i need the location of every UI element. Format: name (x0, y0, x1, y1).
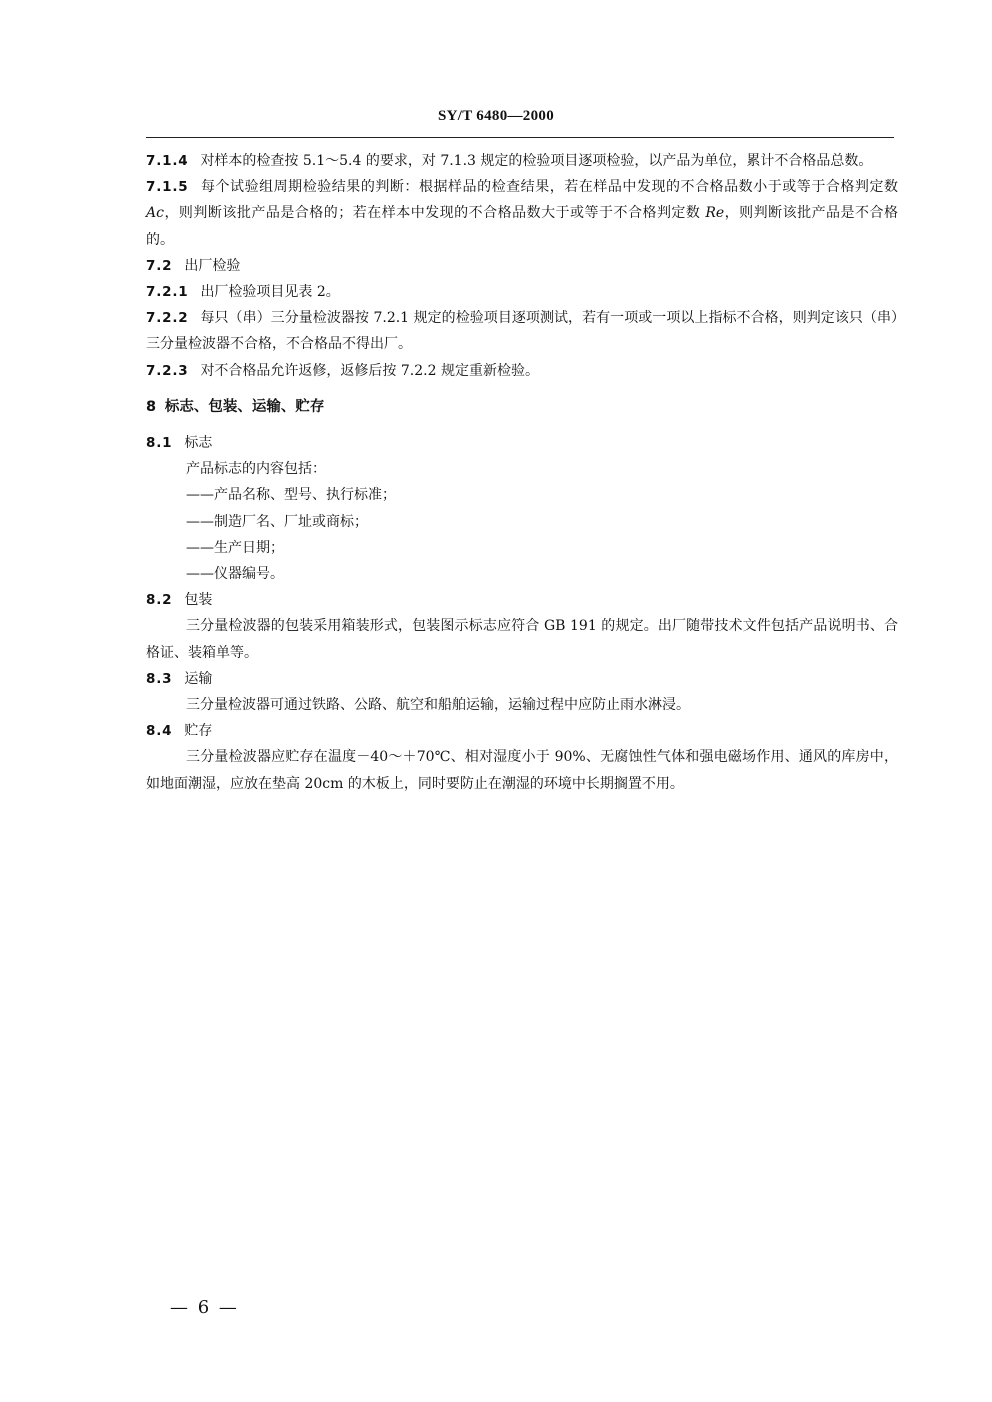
clause-text: 每个试验组周期检验结果的判断：根据样品的检查结果，若在样品中发现的不合格品数小于或等于合格判定数 (200, 179, 898, 196)
clause-7-2-3 (146, 358, 898, 384)
chapter-8-heading (146, 394, 898, 420)
clause-number: 7.2.3 (146, 362, 189, 379)
clause-8-2 (146, 587, 898, 613)
transport-text: 三分量检波器可通过铁路、公路、航空和船舶运输，运输过程中应防止雨水淋浸。 (186, 697, 690, 714)
clause-8-3 (146, 666, 898, 692)
clause-number: 7.2 (146, 257, 173, 274)
clause-text: 对不合格品允许返修，返修后按 7.2.2 规定重新检验。 (200, 362, 539, 379)
clause-text: ，则判断该批产品是合格的；若在样本中发现的不合格品数大于或等于不合格判定数 (163, 205, 706, 222)
clause-number: 8.3 (146, 670, 173, 687)
clause-7-1-4 (146, 148, 898, 174)
marking-list-item: ——产品名称、型号、执行标准； (186, 487, 396, 504)
clause-7-2-1 (146, 279, 898, 305)
clause-title: 标志 (184, 435, 213, 452)
page-number: — 6 — (170, 1297, 239, 1318)
clause-number: 8.4 (146, 723, 173, 740)
clause-text: 出厂检验项目见表 2。 (200, 284, 340, 301)
marking-list-item: ——制造厂名、厂址或商标； (186, 513, 368, 530)
clause-title: 运输 (184, 670, 213, 687)
clause-8-4 (146, 718, 898, 744)
clause-7-2 (146, 253, 898, 279)
marking-intro: 产品标志的内容包括： (186, 461, 326, 478)
header-divider (146, 137, 894, 138)
clause-text: 对样本的检查按 5.1～5.4 的要求，对 7.1.3 规定的检验项目逐项检验，以产品为单位，累计不合格品总数。 (200, 153, 873, 169)
clause-8-1 (146, 430, 898, 456)
clause-text: 每只（串）三分量检波器按 7.2.1 规定的检验项目逐项测试，若有一项或一项以上指标不合格，则判定该只（串）三分量检波器不合格，不合格品不得出厂。 (146, 310, 898, 353)
clause-7-2-2 (146, 305, 898, 357)
clause-number: 8.2 (146, 592, 173, 609)
clause-7-1-5 (146, 174, 898, 253)
chapter-number: 8 (146, 398, 157, 415)
clause-title: 出厂检验 (184, 257, 241, 274)
clause-number: 8.1 (146, 435, 173, 452)
chapter-title: 标志、包装、运输、贮存 (164, 398, 325, 415)
ac-symbol: Ac (146, 205, 164, 222)
clause-number: 7.2.2 (146, 310, 189, 327)
re-symbol: Re (705, 205, 725, 222)
clause-title: 贮存 (184, 723, 213, 740)
marking-list-item: ——仪器编号。 (186, 566, 284, 583)
packaging-text: 三分量检波器的包装采用箱装形式，包装图示标志应符合 GB 191 的规定。出厂随带技术文件包括产品说明书、合格证、装箱单等。 (146, 618, 898, 661)
storage-text: 三分量检波器应贮存在温度－40～＋70℃、相对湿度小于 90%、无腐蚀性气体和强电磁场作用、通风的库房中，如地面潮湿，应放在垫高 20cm 的木板上，同时要防止在潮湿的环境中长期搁置不用。 (146, 749, 898, 792)
clause-number: 7.1.4 (146, 153, 189, 169)
clause-title: 包装 (184, 592, 213, 609)
clause-text: ，则判断该批产品是不合格的。 (146, 205, 898, 248)
document-body (146, 148, 898, 797)
marking-list-item: ——生产日期； (186, 539, 284, 556)
standard-code-header: SY/T 6480—2000 (437, 108, 555, 124)
clause-number: 7.2.1 (146, 284, 189, 301)
clause-number: 7.1.5 (146, 179, 189, 196)
